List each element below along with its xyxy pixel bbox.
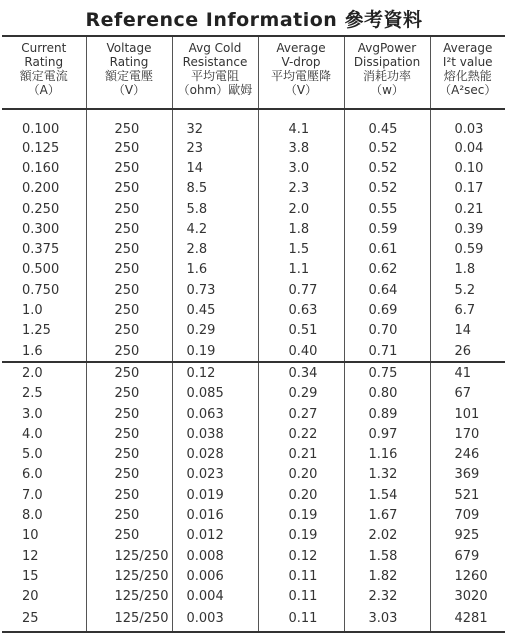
table-row	[2, 526, 505, 546]
cell-avg-cold-resistance: 0.012	[172, 526, 258, 546]
cell-avg-power-dissipation: 1.54	[344, 485, 430, 505]
cell-average-i2t-value: 0.59	[430, 239, 505, 259]
column-header-line: （w）	[370, 83, 404, 97]
cell-voltage-rating: 250	[86, 199, 172, 219]
cell-current-rating: 0.100	[2, 109, 86, 138]
cell-current-rating: 0.750	[2, 280, 86, 300]
column-header-line: 平均電壓降	[270, 69, 331, 83]
cell-avg-power-dissipation: 0.62	[344, 260, 430, 280]
cell-avg-cold-resistance: 0.006	[172, 566, 258, 586]
cell-average-v-drop: 0.63	[258, 300, 344, 320]
cell-average-i2t-value: 101	[430, 404, 505, 424]
cell-avg-power-dissipation: 0.75	[344, 362, 430, 383]
cell-avg-cold-resistance: 0.038	[172, 424, 258, 444]
cell-avg-power-dissipation: 0.45	[344, 109, 430, 138]
cell-avg-cold-resistance: 8.5	[172, 179, 258, 199]
cell-avg-power-dissipation: 0.64	[344, 280, 430, 300]
cell-average-i2t-value: 709	[430, 505, 505, 525]
cell-current-rating: 1.0	[2, 300, 86, 320]
cell-average-i2t-value: 521	[430, 485, 505, 505]
cell-average-v-drop: 0.20	[258, 485, 344, 505]
cell-average-v-drop: 1.5	[258, 239, 344, 259]
column-header-line: Avg Cold	[188, 41, 242, 55]
cell-average-i2t-value: 679	[430, 546, 505, 566]
cell-voltage-rating: 250	[86, 444, 172, 464]
cell-avg-cold-resistance: 0.004	[172, 587, 258, 607]
cell-average-i2t-value: 925	[430, 526, 505, 546]
column-header-line: 平均電阻	[190, 69, 239, 83]
cell-average-i2t-value: 5.2	[430, 280, 505, 300]
cell-avg-power-dissipation: 0.70	[344, 321, 430, 341]
cell-average-i2t-value: 170	[430, 424, 505, 444]
cell-voltage-rating: 250	[86, 465, 172, 485]
cell-voltage-rating: 250	[86, 300, 172, 320]
column-header-line: V-drop	[281, 55, 321, 69]
cell-voltage-rating: 250	[86, 526, 172, 546]
cell-voltage-rating: 250	[86, 179, 172, 199]
cell-current-rating: 15	[2, 566, 86, 586]
table-row	[2, 424, 505, 444]
cell-avg-power-dissipation: 1.58	[344, 546, 430, 566]
cell-voltage-rating: 250	[86, 239, 172, 259]
column-header-line: （ohm）歐姆	[177, 83, 253, 97]
cell-voltage-rating: 250	[86, 424, 172, 444]
table-row	[2, 199, 505, 219]
cell-avg-cold-resistance: 0.45	[172, 300, 258, 320]
cell-current-rating: 2.5	[2, 384, 86, 404]
cell-avg-cold-resistance: 0.003	[172, 607, 258, 632]
cell-average-v-drop: 0.19	[258, 505, 344, 525]
column-header-line: Resistance	[182, 55, 248, 69]
column-header-voltage-rating	[86, 36, 172, 109]
cell-current-rating: 0.300	[2, 219, 86, 239]
cell-avg-cold-resistance: 0.19	[172, 341, 258, 362]
cell-voltage-rating: 250	[86, 485, 172, 505]
table-row	[2, 485, 505, 505]
table-row	[2, 362, 505, 383]
table-row	[2, 444, 505, 464]
cell-avg-cold-resistance: 14	[172, 158, 258, 178]
table-row	[2, 179, 505, 199]
cell-voltage-rating: 250	[86, 109, 172, 138]
cell-avg-power-dissipation: 1.82	[344, 566, 430, 586]
cell-average-i2t-value: 41	[430, 362, 505, 383]
cell-average-v-drop: 0.12	[258, 546, 344, 566]
cell-avg-power-dissipation: 0.52	[344, 138, 430, 158]
cell-avg-power-dissipation: 1.32	[344, 465, 430, 485]
cell-avg-cold-resistance: 0.73	[172, 280, 258, 300]
cell-avg-power-dissipation: 0.52	[344, 179, 430, 199]
cell-average-i2t-value: 4281	[430, 607, 505, 632]
cell-average-v-drop: 0.34	[258, 362, 344, 383]
cell-voltage-rating: 125/250	[86, 566, 172, 586]
cell-current-rating: 12	[2, 546, 86, 566]
cell-avg-cold-resistance: 0.019	[172, 485, 258, 505]
cell-average-v-drop: 0.22	[258, 424, 344, 444]
column-header-current-rating	[2, 36, 86, 109]
cell-avg-power-dissipation: 2.32	[344, 587, 430, 607]
column-header-average-i2t-value	[430, 36, 505, 109]
cell-average-v-drop: 0.29	[258, 384, 344, 404]
cell-current-rating: 8.0	[2, 505, 86, 525]
table-row	[2, 607, 505, 632]
cell-average-i2t-value: 0.39	[430, 219, 505, 239]
cell-average-i2t-value: 0.03	[430, 109, 505, 138]
cell-current-rating: 0.375	[2, 239, 86, 259]
cell-avg-cold-resistance: 0.008	[172, 546, 258, 566]
table-row	[2, 566, 505, 586]
cell-average-v-drop: 0.51	[258, 321, 344, 341]
column-header-line: （A²sec）	[439, 83, 497, 97]
cell-avg-power-dissipation: 0.55	[344, 199, 430, 219]
cell-avg-power-dissipation: 0.69	[344, 300, 430, 320]
column-header-line: （V）	[284, 83, 318, 97]
cell-average-i2t-value: 0.21	[430, 199, 505, 219]
cell-current-rating: 10	[2, 526, 86, 546]
cell-avg-power-dissipation: 0.52	[344, 158, 430, 178]
cell-avg-cold-resistance: 2.8	[172, 239, 258, 259]
table-row	[2, 158, 505, 178]
table-row	[2, 138, 505, 158]
table-row	[2, 341, 505, 362]
cell-average-v-drop: 1.1	[258, 260, 344, 280]
cell-average-i2t-value: 246	[430, 444, 505, 464]
cell-voltage-rating: 250	[86, 280, 172, 300]
cell-avg-power-dissipation: 2.02	[344, 526, 430, 546]
cell-avg-cold-resistance: 0.016	[172, 505, 258, 525]
cell-average-v-drop: 3.0	[258, 158, 344, 178]
cell-avg-power-dissipation: 0.71	[344, 341, 430, 362]
cell-current-rating: 2.0	[2, 362, 86, 383]
page-title: Reference Information 參考資料	[85, 9, 423, 31]
cell-current-rating: 0.500	[2, 260, 86, 280]
table-row	[2, 260, 505, 280]
column-header-line: 消耗功率	[362, 69, 411, 83]
cell-average-i2t-value: 14	[430, 321, 505, 341]
cell-average-i2t-value: 369	[430, 465, 505, 485]
cell-avg-cold-resistance: 4.2	[172, 219, 258, 239]
column-header-line: Rating	[109, 55, 149, 69]
cell-voltage-rating: 250	[86, 321, 172, 341]
column-header-line: AvgPower	[357, 41, 417, 55]
cell-average-i2t-value: 26	[430, 341, 505, 362]
cell-current-rating: 0.250	[2, 199, 86, 219]
cell-average-v-drop: 0.11	[258, 587, 344, 607]
cell-avg-power-dissipation: 1.16	[344, 444, 430, 464]
cell-average-v-drop: 1.8	[258, 219, 344, 239]
cell-voltage-rating: 125/250	[86, 546, 172, 566]
cell-average-i2t-value: 67	[430, 384, 505, 404]
cell-average-v-drop: 0.21	[258, 444, 344, 464]
column-header-line: I²t value	[442, 55, 493, 69]
cell-avg-power-dissipation: 0.97	[344, 424, 430, 444]
cell-avg-power-dissipation: 0.61	[344, 239, 430, 259]
cell-average-i2t-value: 0.10	[430, 158, 505, 178]
column-header-line: Average	[443, 41, 493, 55]
cell-avg-cold-resistance: 0.063	[172, 404, 258, 424]
cell-avg-power-dissipation: 1.67	[344, 505, 430, 525]
cell-avg-cold-resistance: 1.6	[172, 260, 258, 280]
cell-average-v-drop: 0.40	[258, 341, 344, 362]
cell-voltage-rating: 125/250	[86, 587, 172, 607]
cell-avg-power-dissipation: 0.59	[344, 219, 430, 239]
cell-voltage-rating: 250	[86, 362, 172, 383]
cell-avg-cold-resistance: 5.8	[172, 199, 258, 219]
cell-avg-cold-resistance: 0.028	[172, 444, 258, 464]
table-row	[2, 546, 505, 566]
column-header-line: 熔化熱能	[443, 69, 492, 83]
cell-avg-cold-resistance: 32	[172, 109, 258, 138]
cell-avg-cold-resistance: 23	[172, 138, 258, 158]
cell-average-v-drop: 2.3	[258, 179, 344, 199]
table-row	[2, 587, 505, 607]
cell-average-v-drop: 0.11	[258, 607, 344, 632]
cell-avg-cold-resistance: 0.023	[172, 465, 258, 485]
cell-current-rating: 25	[2, 607, 86, 632]
table-row	[2, 505, 505, 525]
cell-current-rating: 1.6	[2, 341, 86, 362]
table-row	[2, 321, 505, 341]
table-row	[2, 465, 505, 485]
cell-average-v-drop: 2.0	[258, 199, 344, 219]
column-header-line: Current	[21, 41, 67, 55]
cell-voltage-rating: 250	[86, 341, 172, 362]
cell-voltage-rating: 250	[86, 384, 172, 404]
cell-average-v-drop: 0.27	[258, 404, 344, 424]
cell-average-i2t-value: 6.7	[430, 300, 505, 320]
table-row	[2, 404, 505, 424]
cell-current-rating: 6.0	[2, 465, 86, 485]
cell-current-rating: 0.200	[2, 179, 86, 199]
cell-avg-power-dissipation: 3.03	[344, 607, 430, 632]
column-header-avg-power-dissipation	[344, 36, 430, 109]
cell-avg-power-dissipation: 0.80	[344, 384, 430, 404]
table-row	[2, 239, 505, 259]
column-header-line: 額定電壓	[104, 69, 153, 83]
table-row	[2, 109, 505, 138]
header-row	[2, 36, 505, 109]
table-row	[2, 384, 505, 404]
column-header-line: Rating	[24, 55, 64, 69]
cell-voltage-rating: 250	[86, 505, 172, 525]
column-header-avg-cold-resistance	[172, 36, 258, 109]
table-row	[2, 300, 505, 320]
column-header-line: Dissipation	[353, 55, 421, 69]
cell-current-rating: 1.25	[2, 321, 86, 341]
cell-current-rating: 4.0	[2, 424, 86, 444]
cell-average-v-drop: 0.20	[258, 465, 344, 485]
cell-avg-cold-resistance: 0.29	[172, 321, 258, 341]
column-header-line: Average	[276, 41, 326, 55]
cell-voltage-rating: 250	[86, 219, 172, 239]
cell-average-i2t-value: 1.8	[430, 260, 505, 280]
cell-voltage-rating: 250	[86, 158, 172, 178]
cell-average-v-drop: 4.1	[258, 109, 344, 138]
cell-avg-cold-resistance: 0.12	[172, 362, 258, 383]
cell-avg-cold-resistance: 0.085	[172, 384, 258, 404]
table-row	[2, 219, 505, 239]
column-header-line: （V）	[112, 83, 146, 97]
cell-average-v-drop: 3.8	[258, 138, 344, 158]
cell-voltage-rating: 250	[86, 138, 172, 158]
cell-average-v-drop: 0.19	[258, 526, 344, 546]
cell-average-i2t-value: 3020	[430, 587, 505, 607]
cell-current-rating: 0.160	[2, 158, 86, 178]
column-header-average-v-drop	[258, 36, 344, 109]
cell-avg-power-dissipation: 0.89	[344, 404, 430, 424]
cell-voltage-rating: 250	[86, 260, 172, 280]
cell-current-rating: 20	[2, 587, 86, 607]
cell-average-i2t-value: 1260	[430, 566, 505, 586]
cell-average-i2t-value: 0.04	[430, 138, 505, 158]
cell-voltage-rating: 250	[86, 404, 172, 424]
cell-average-v-drop: 0.77	[258, 280, 344, 300]
cell-voltage-rating: 125/250	[86, 607, 172, 632]
column-header-line: （A）	[27, 83, 60, 97]
column-header-line: Voltage	[106, 41, 152, 55]
table-row	[2, 280, 505, 300]
reference-table	[2, 35, 505, 633]
cell-current-rating: 3.0	[2, 404, 86, 424]
cell-current-rating: 7.0	[2, 485, 86, 505]
cell-average-v-drop: 0.11	[258, 566, 344, 586]
cell-current-rating: 0.125	[2, 138, 86, 158]
cell-average-i2t-value: 0.17	[430, 179, 505, 199]
cell-current-rating: 5.0	[2, 444, 86, 464]
column-header-line: 額定電流	[19, 69, 68, 83]
table-body	[2, 109, 505, 632]
